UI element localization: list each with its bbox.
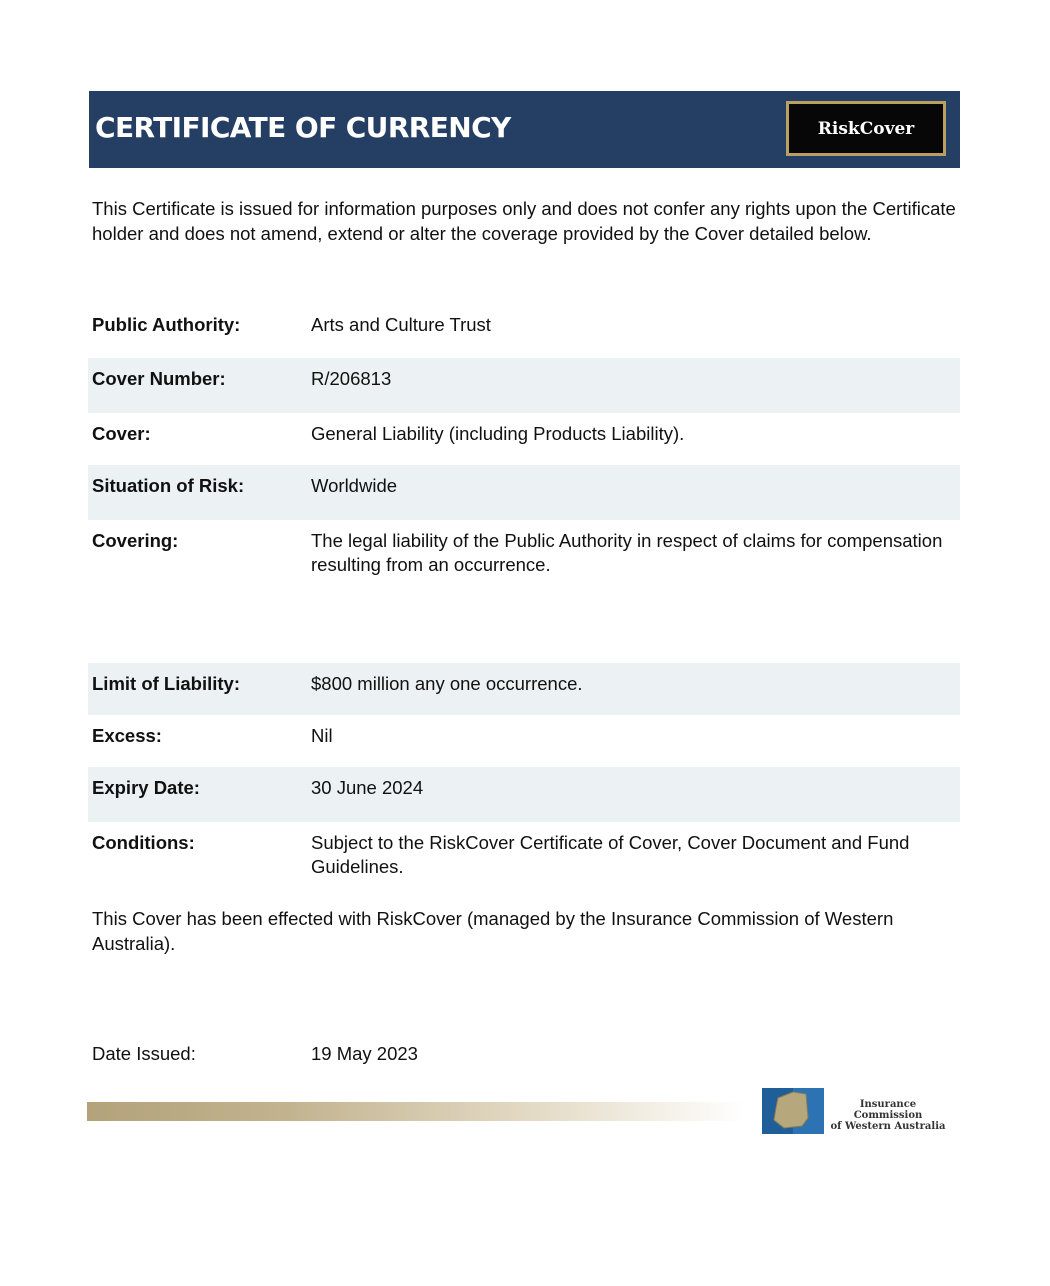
detail-row-situation-of-risk xyxy=(88,465,960,520)
detail-label: Expiry Date: xyxy=(92,777,200,798)
detail-value: 30 June 2024 xyxy=(311,777,424,798)
detail-label: Cover Number: xyxy=(92,368,226,389)
detail-row-excess xyxy=(88,715,960,767)
detail-label: Limit of Liability: xyxy=(92,673,240,694)
date-issued-value: 19 May 2023 xyxy=(311,1043,418,1064)
footer-gold-bar xyxy=(87,1102,747,1121)
intro-paragraph: This Certificate is issued for information purposes only and does not confer any rights upon the Certificate holder and does not amend, extend or alter the coverage provided by the Cover detailed below. xyxy=(92,198,956,244)
detail-value: Subject to the RiskCover Certificate of Cover, Cover Document and Fund Guidelines. xyxy=(311,832,910,877)
page-title: CERTIFICATE OF CURRENCY xyxy=(95,111,511,144)
detail-label: Situation of Risk: xyxy=(92,475,245,496)
detail-label: Cover: xyxy=(92,423,151,444)
icwa-line-1: Insurance Commission xyxy=(853,1099,923,1121)
detail-label: Public Authority: xyxy=(92,314,241,335)
header-banner xyxy=(89,91,960,168)
detail-label: Covering: xyxy=(92,530,179,551)
detail-row-covering xyxy=(88,520,960,663)
detail-label: Conditions: xyxy=(92,832,195,853)
detail-row-limit-of-liability xyxy=(88,663,960,715)
icwa-line-2: of Western Australia xyxy=(830,1121,946,1132)
detail-row-conditions xyxy=(88,822,960,892)
closing-paragraph: This Cover has been effected with RiskCover (managed by the Insurance Commission of Western Australia). xyxy=(92,908,894,954)
date-issued-label: Date Issued: xyxy=(92,1043,196,1064)
detail-value: Nil xyxy=(311,725,333,746)
detail-value: General Liability (including Products Liability). xyxy=(311,423,685,444)
detail-value: Worldwide xyxy=(311,475,398,496)
riskcover-logo xyxy=(786,101,946,156)
detail-value: R/206813 xyxy=(311,368,392,389)
detail-value: $800 million any one occurrence. xyxy=(311,673,583,694)
detail-row-cover xyxy=(88,413,960,465)
detail-row-cover-number xyxy=(88,358,960,413)
detail-label: Excess: xyxy=(92,725,162,746)
detail-row-expiry-date xyxy=(88,767,960,822)
western-australia-map-icon xyxy=(762,1088,824,1134)
detail-row-public-authority xyxy=(88,304,960,358)
icwa-logo-text xyxy=(826,1099,950,1132)
detail-value: Arts and Culture Trust xyxy=(311,314,491,335)
detail-value: The legal liability of the Public Authority in respect of claims for compensation resulting from an occurrence. xyxy=(311,530,943,575)
riskcover-logo-text: RiskCover xyxy=(817,118,915,139)
